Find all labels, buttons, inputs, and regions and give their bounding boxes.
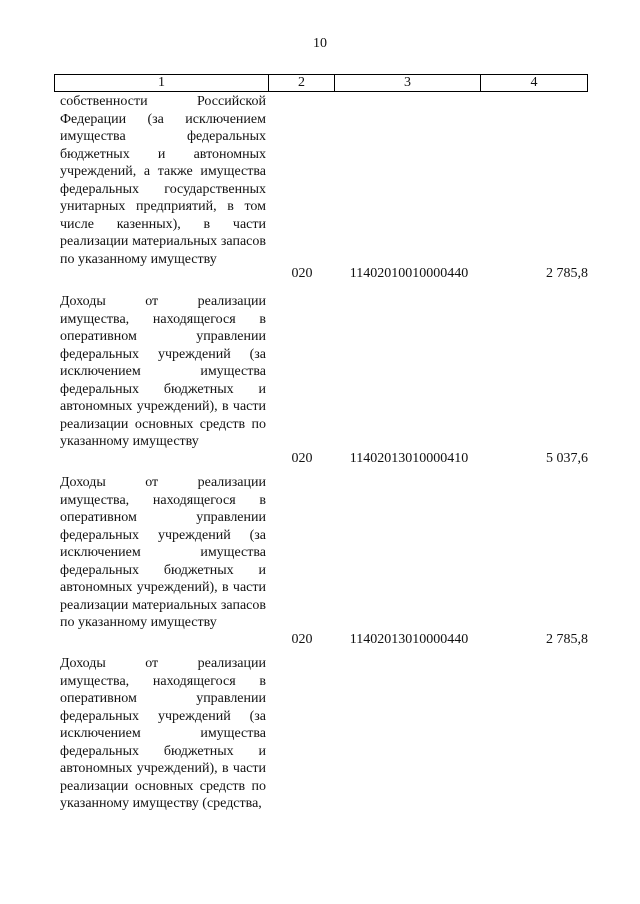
table-header: [54, 74, 588, 92]
header-col-4: 4: [530, 75, 538, 90]
row-description: Доходы от реализации имущества, находящегося в оперативном управлении федеральных учреждений (за исключением имущества федеральных бюджетных и автономных учреждений), в части реализации основных средств по указанному имуществу: [60, 294, 266, 449]
table-row: [54, 655, 588, 845]
row-description: Доходы от реализации имущества, находящегося в оперативном управлении федеральных учреждений (за исключением имущества федеральных бюджетных и автономных учреждений), в части реализации основных средств по указанному имуществу (средства,: [60, 656, 266, 811]
row-amount: 5 037,6: [546, 451, 588, 466]
row-amount: 2 785,8: [546, 632, 588, 647]
row-code: 020: [291, 632, 313, 647]
row-kbk: 11402013010000440: [349, 632, 469, 647]
row-amount: 2 785,8: [546, 266, 588, 281]
table-row: [54, 293, 588, 473]
row-description: Доходы от реализации имущества, находящегося в оперативном управлении федеральных учреждений (за исключением имущества федеральных бюджетных и автономных учреждений), в части реализации материальных запасов по указанному имуществу: [60, 475, 266, 630]
row-code: 020: [291, 451, 313, 466]
header-col-3: 3: [335, 75, 481, 91]
page-number: 10: [313, 36, 327, 51]
row-code: 020: [291, 266, 313, 281]
table-row: [54, 93, 588, 283]
header-col-1: 1: [55, 75, 269, 91]
row-description: собственности Российской Федерации (за исключением имущества федеральных бюджетных и автономных учреждений, а также имущества федеральных государственных унитарных предприятий, в том числе казенных), в части реализации материальных запасов по указанному имуществу: [60, 94, 266, 267]
header-col-2: 2: [269, 75, 335, 91]
row-kbk: 11402013010000410: [349, 451, 469, 466]
row-kbk: 11402010010000440: [349, 266, 469, 281]
table-row: [54, 474, 588, 654]
